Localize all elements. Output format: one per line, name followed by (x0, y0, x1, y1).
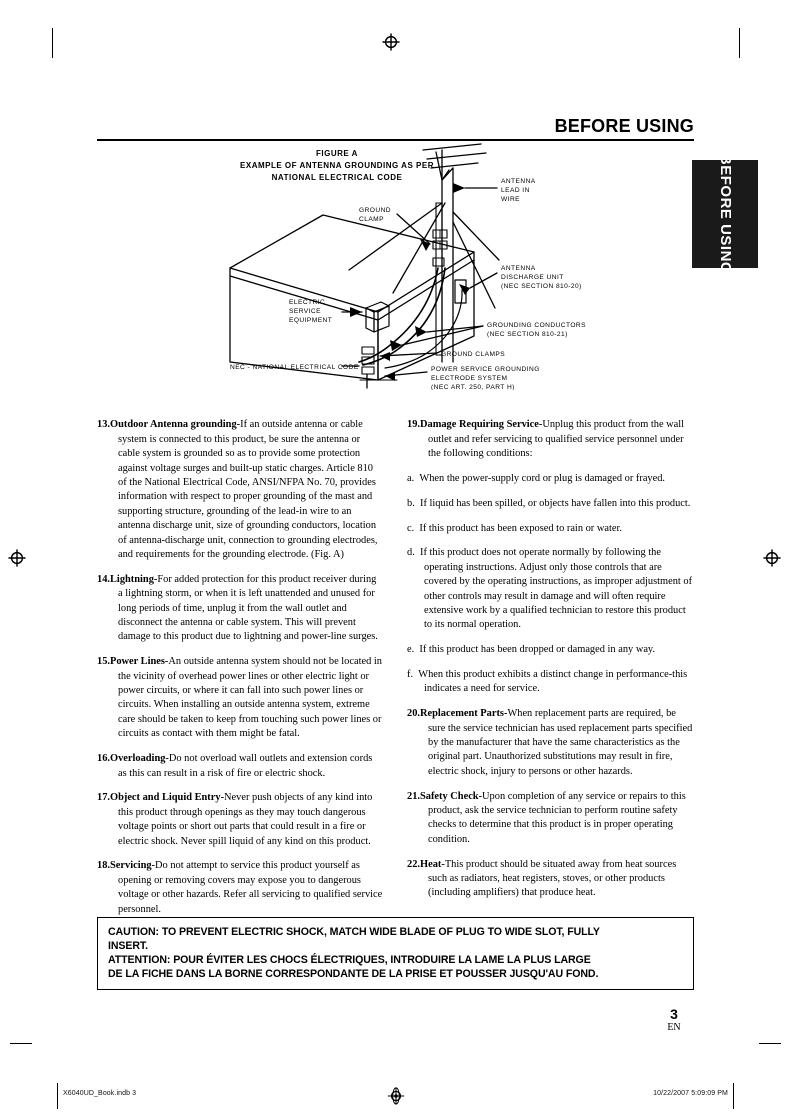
caution-line-1: CAUTION: TO PREVENT ELECTRIC SHOCK, MATCH WIDE BLADE OF PLUG TO WIDE SLOT, FULLY (108, 926, 600, 938)
list-item-term: Outdoor Antenna grounding- (110, 419, 241, 431)
list-item (407, 707, 693, 779)
page-title: BEFORE USING (554, 116, 694, 136)
list-item-number: 21. (407, 790, 420, 802)
label-power-service-grounding-3: (NEC ART. 250, PART H) (431, 384, 515, 390)
list-item (407, 497, 693, 511)
list-item-number: 16. (97, 753, 110, 765)
list-item (97, 791, 383, 849)
list-item-number: 14. (97, 573, 110, 585)
section-tab-before-using (692, 153, 758, 275)
list-item-term: Overloading- (110, 753, 169, 765)
label-nec-national-electrical-code: NEC - NATIONAL ELECTRICAL CODE (230, 364, 359, 371)
list-item-number: 22. (407, 858, 420, 870)
list-item-text: Unplug this product from the wall outlet and refer servicing to qualified service personnel under the following conditions: (428, 419, 685, 460)
crop-mark-top-left (52, 28, 53, 58)
registration-mark-left (8, 549, 26, 567)
label-electric-service-equipment-2: SERVICE (289, 308, 321, 315)
list-item (407, 643, 693, 657)
list-item (97, 573, 383, 645)
list-item-text: Never push objects of any kind into this product through openings as they may touch dangerous voltage points or short out parts that could result in a fire or electric shock. Never spill liquid of any kind on this product. (118, 792, 373, 847)
figure-caption-line1: FIGURE A (316, 149, 358, 158)
page-header (97, 116, 694, 141)
list-item-text: For added protection for this product receiver during a lightning storm, or when it is left unattended and unused for long periods of time, unplug it from the wall outlet and disconnect the antenna or cable system. This will prevent damage to this product due to lightning and power-line surges. (118, 573, 378, 643)
figure-caption-line2: EXAMPLE OF ANTENNA GROUNDING AS PER (240, 161, 434, 170)
list-item (407, 522, 693, 536)
list-item-number: f. (407, 669, 419, 681)
list-item-number: a. (407, 473, 420, 484)
list-item-term: Heat- (420, 858, 445, 870)
list-item-term: Servicing- (110, 860, 156, 872)
list-item-number: 19. (407, 419, 420, 431)
imprint-rule-left (57, 1083, 58, 1109)
label-electric-service-equipment-3: EQUIPMENT (289, 317, 333, 324)
list-item-number: e. (407, 644, 420, 656)
figure-a-drawing (97, 140, 692, 390)
label-antenna-discharge-unit-1: ANTENNA (501, 265, 536, 272)
list-item-text: If this product has been dropped or damaged in any way. (419, 644, 656, 656)
list-item (97, 418, 383, 562)
page-number-block (654, 1007, 694, 1034)
list-item-text: This product should be situated away from heat sources such as radiators, heat registers, stoves, or other products (including amplifiers) that produce heat. (428, 858, 677, 899)
figure-caption-line3: NATIONAL ELECTRICAL CODE (271, 173, 403, 182)
label-antenna-lead-in-wire-3: WIRE (501, 196, 521, 203)
list-item (407, 668, 693, 697)
registration-mark-right (763, 549, 781, 567)
body-columns (97, 408, 694, 926)
list-item-number: 13. (97, 419, 110, 431)
list-item-term: Safety Check- (420, 790, 483, 802)
list-item-text: If this product does not operate normally by following the operating instructions. Adjust only those controls that are covered by the operating instructions, as improper adjustment of other controls may result in damage and will often require extensive work by a qualified technician to restore this product to its normal operation. (420, 547, 693, 631)
label-grounding-conductors-1: GROUNDING CONDUCTORS (487, 322, 586, 329)
section-tab-label: BEFORE USING (717, 153, 734, 275)
list-item-term: Lightning- (110, 573, 158, 585)
list-item-number: d. (407, 547, 420, 559)
list-item-text: If liquid has been spilled, or objects have fallen into this product. (420, 497, 691, 509)
right-column (407, 408, 693, 926)
page-number: 3 (670, 1006, 678, 1022)
list-item-number: 18. (97, 860, 110, 872)
list-item-text: Do not overload wall outlets and extension cords as this can result in a risk of fire or electric shock. (118, 753, 373, 779)
label-power-service-grounding-1: POWER SERVICE GROUNDING (431, 366, 540, 373)
list-item-term: Power Lines- (110, 656, 169, 668)
label-antenna-discharge-unit-3: (NEC SECTION 810-20) (501, 283, 582, 290)
caution-box (97, 917, 694, 990)
caution-line-3: ATTENTION: POUR ÉVITER LES CHOCS ÉLECTRIQUES, INTRODUIRE LA LAME LA PLUS LARGE (108, 954, 591, 966)
list-item (407, 858, 693, 901)
label-grounding-conductors-2: (NEC SECTION 810-21) (487, 331, 568, 338)
list-item (97, 752, 383, 781)
label-antenna-lead-in-wire-2: LEAD IN (501, 187, 530, 194)
imprint-timestamp: 10/22/2007 5:09:09 PM (653, 1090, 728, 1097)
caution-line-2: INSERT. (108, 940, 148, 952)
list-item (407, 546, 693, 632)
crop-mark-left-mid (10, 1043, 32, 1044)
label-power-service-grounding-2: ELECTRODE SYSTEM (431, 375, 508, 382)
list-item (97, 655, 383, 741)
list-item-text: An outside antenna system should not be located in the vicinity of overhead power lines or other electric light or power circuits, or where it can fall into such power lines or circuits. When installing an outside antenna system, extreme care should be taken to keep from touching such power lines or circuits as contact with them might be fatal. (118, 656, 382, 740)
list-item-number: c. (407, 522, 420, 534)
list-item-term: Damage Requiring Service- (420, 419, 543, 431)
left-column (97, 408, 383, 926)
list-item-number: 15. (97, 656, 110, 668)
list-item (407, 790, 693, 848)
label-ground-clamps: GROUND CLAMPS (441, 351, 506, 358)
label-ground-clamp-1: GROUND (359, 207, 392, 214)
crop-mark-top-right (739, 28, 740, 58)
list-item-number: 20. (407, 708, 420, 720)
crop-mark-right-mid (759, 1043, 781, 1044)
list-item-text: When this product exhibits a distinct change in performance-this indicates a need for service. (418, 669, 688, 695)
list-item (97, 859, 383, 917)
list-item (407, 472, 693, 486)
list-item-text: Do not attempt to service this product yourself as opening or removing covers may expose you to dangerous voltage or other hazards. Refer all servicing to qualified service personnel. (118, 860, 383, 915)
label-antenna-discharge-unit-2: DISCHARGE UNIT (501, 274, 564, 281)
imprint-rule-right (733, 1083, 734, 1109)
list-item-text: When the power-supply cord or plug is damaged or frayed. (419, 473, 666, 484)
label-ground-clamp-2: CLAMP (359, 216, 384, 223)
registration-mark-top (382, 33, 400, 51)
list-item-text: If an outside antenna or cable system is connected to this product, be sure the antenna or cable system is grounded so as to provide some protection against voltage surges and built-up static charges. Article 810 of the National Electrical Code, ANSI/NFPA No. 70, provides information with respect to proper grounding of the mast and supporting structure, grounding of the lead-in wire to an antenna discharge unit, size of grounding conductors, location of antenna-discharge unit, connection to grounding electrodes, and requirements for the grounding electrode. (Fig. A) (118, 419, 378, 561)
caution-line-4: DE LA FICHE DANS LA BORNE CORRESPONDANTE DE LA PRISE ET POUSSER JUSQU'AU FOND. (108, 968, 599, 980)
registration-mark-bottom (387, 1087, 405, 1105)
imprint-filename: X6040UD_Book.indb 3 (63, 1090, 137, 1097)
list-item-text: When replacement parts are required, be sure the service technician has used replacement parts specified by the manufacturer that have the same characteristics as the original part. Unauthorized substitutions may result in fire, electric shock, injury to persons or other hazards. (428, 708, 693, 777)
label-electric-service-equipment-1: ELECTRIC (289, 299, 326, 306)
list-item-number: 17. (97, 792, 110, 804)
figure-a-antenna-grounding (97, 140, 692, 390)
list-item-text: If this product has been exposed to rain or water. (419, 522, 622, 534)
list-item-term: Replacement Parts- (420, 708, 508, 720)
list-item (407, 418, 693, 461)
list-item-number: b. (407, 497, 420, 509)
language-code: EN (667, 1022, 681, 1033)
list-item-term: Object and Liquid Entry- (110, 792, 225, 804)
label-antenna-lead-in-wire-1: ANTENNA (501, 178, 536, 185)
list-item-text: Upon completion of any service or repairs to this product, ask the service technician to perform routine safety checks to determine that this product is in proper operating condition. (428, 790, 686, 845)
